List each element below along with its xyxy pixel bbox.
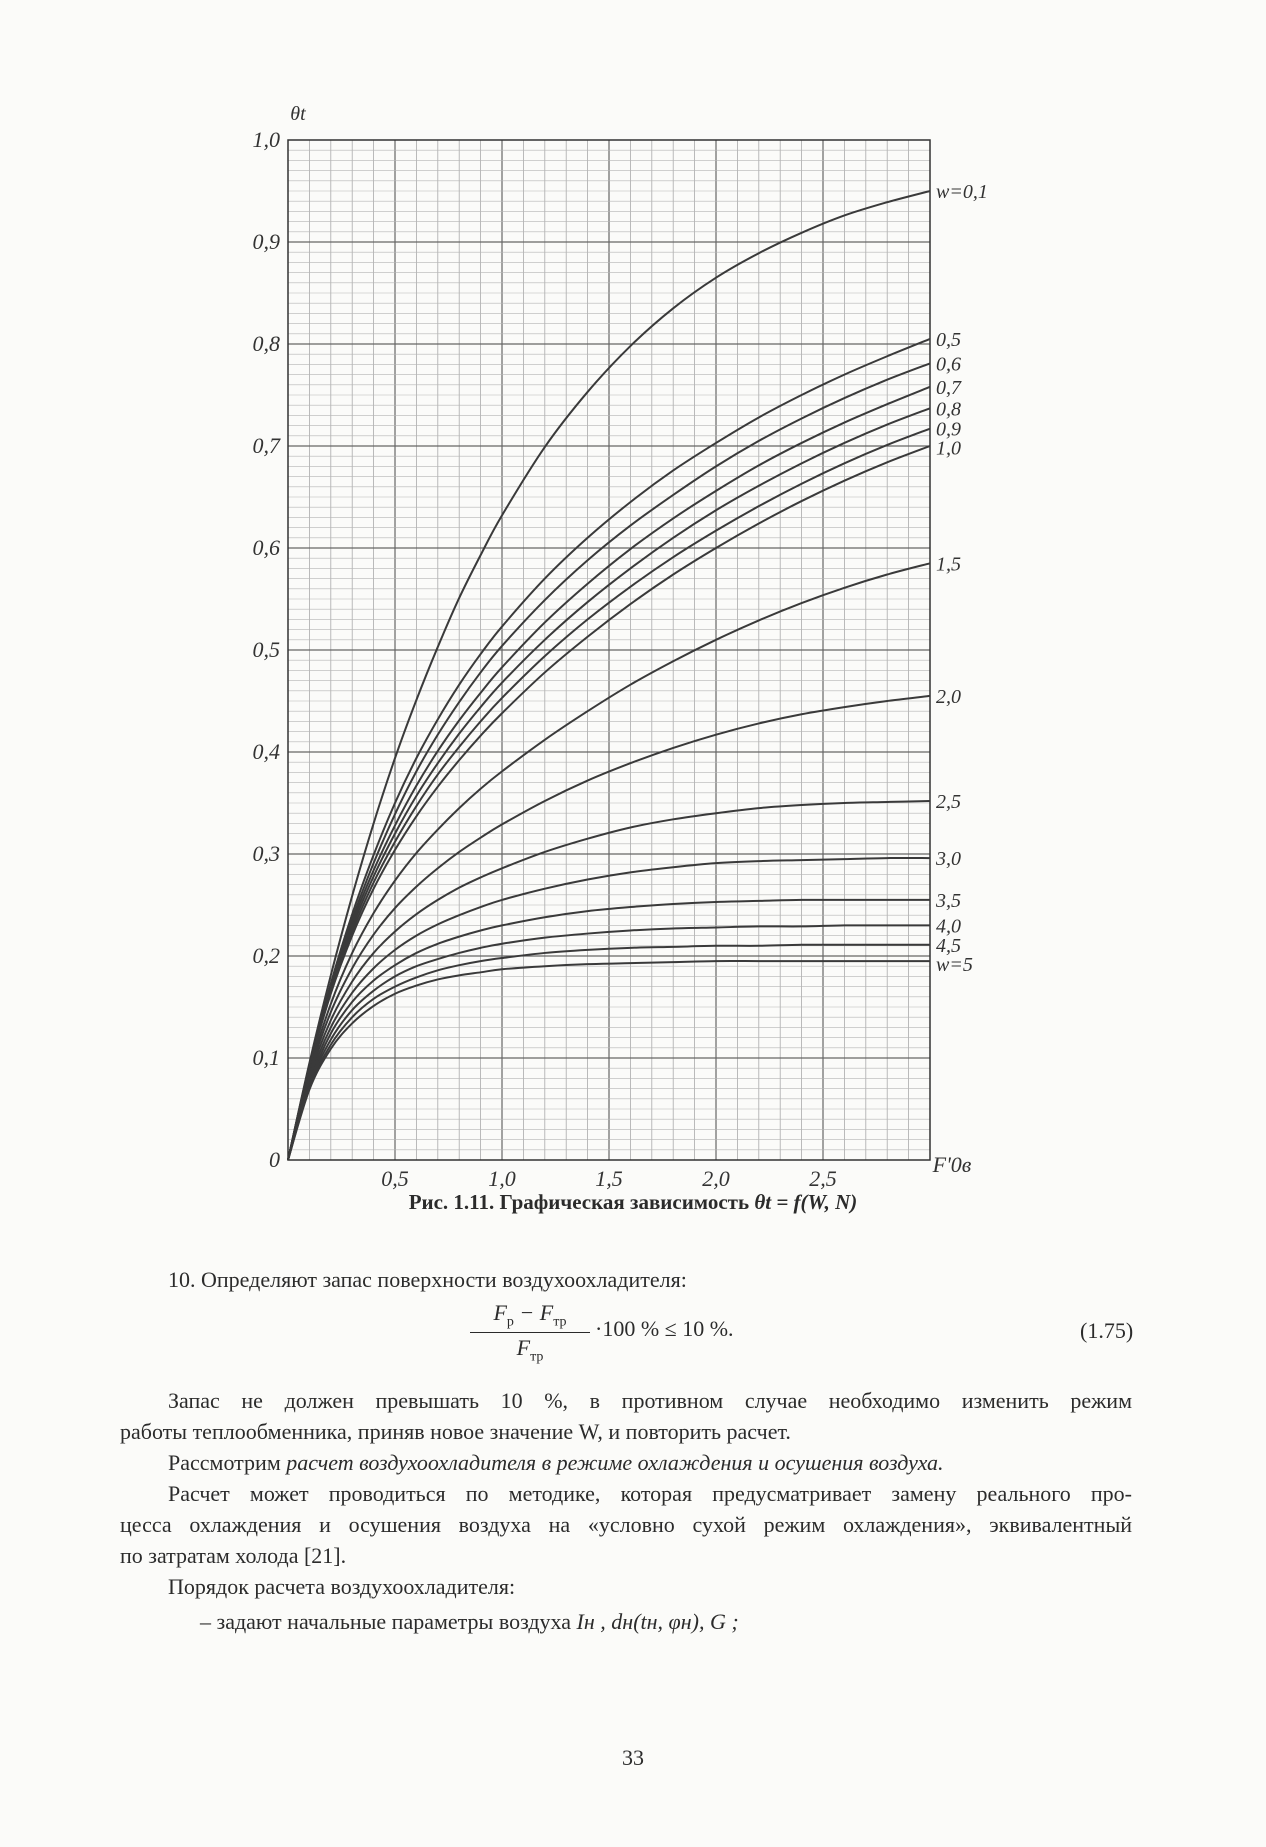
x-tick-label: 2,5 [809, 1166, 837, 1191]
bullet-text: – задают начальные параметры воздуха [200, 1609, 572, 1634]
paragraph-2-lead: Рассмотрим [168, 1450, 281, 1475]
bullet-variables: Iн , dн(tн, φн), G ; [576, 1609, 739, 1634]
paragraph-2 [168, 1447, 944, 1478]
y-tick-label: 0,6 [252, 535, 280, 560]
curve-label-w=2,5: 2,5 [936, 790, 961, 813]
curve-label-w=3,0: 3,0 [936, 848, 961, 871]
chart-labels [935, 181, 988, 976]
caption-formula: θt = f(W, N) [754, 1190, 858, 1214]
formula-175 [470, 1300, 770, 1370]
paragraph-1b: работы теплообменника, приняв новое значение W, и повторить расчет. [120, 1419, 791, 1444]
fraction-numerator: $F_р - F_{тр}$ [470, 1300, 590, 1333]
y-tick-label: 0,2 [252, 943, 280, 968]
paragraph-3b: цесса охлаждения и осушения воздуха на «условно сухой режим охлаждения», эквивалентный [120, 1512, 1132, 1537]
curve-label-w=1,5: 1,5 [936, 553, 961, 576]
curve-label-w=4,0: 4,0 [936, 915, 961, 938]
curve-label-w=0,7: 0,7 [936, 376, 961, 399]
caption-prefix: Рис. 1.11. Графическая зависимость [408, 1190, 750, 1214]
x-tick-labels [381, 1166, 837, 1191]
curve-label-w=1,0: 1,0 [936, 437, 961, 460]
paragraph-1a: Запас не должен превышать 10 %, в противном случае необходимо изменить режим [168, 1388, 1132, 1413]
y-tick-label: 0,3 [252, 841, 280, 866]
y-axis-label: θt [290, 103, 306, 125]
x-tick-label: 0,5 [381, 1166, 409, 1191]
curve-label-w=0,5: 0,5 [936, 328, 961, 351]
item-10: 10. Определяют запас поверхности воздухоохладителя: [168, 1267, 687, 1292]
y-tick-label: 0,1 [252, 1045, 280, 1070]
paragraph-3a: Расчет может проводиться по методике, которая предусматривает замену реального про- [168, 1481, 1132, 1506]
paragraph-4: Порядок расчета воздухоохладителя: [168, 1574, 516, 1599]
x-tick-label: 1,5 [595, 1166, 623, 1191]
curve-label-w=4,5: 4,5 [936, 934, 961, 957]
paragraph-2-italic: расчет воздухоохладителя в режиме охлаждения и осушения воздуха. [286, 1450, 944, 1475]
curve-label-w=3,5: 3,5 [936, 889, 961, 912]
y-tick-label: 0,8 [252, 331, 280, 356]
curve-label-w=5: w=5 [936, 953, 973, 976]
curve-label-w=0,9: 0,9 [936, 418, 961, 441]
y-tick-label: 0 [269, 1147, 280, 1172]
y-tick-label: 0,5 [252, 637, 280, 662]
y-tick-label: 0,9 [252, 229, 280, 254]
bullet-item [200, 1606, 739, 1637]
x-tick-label: 2,0 [702, 1166, 730, 1191]
formula-tail: ·100 % ≤ 10 %. [595, 1316, 734, 1341]
y-tick-label: 1,0 [252, 127, 280, 152]
fraction [470, 1300, 590, 1366]
chart-grid [288, 140, 930, 1160]
equation-number: (1.75) [1080, 1318, 1134, 1343]
curve-label-w=2,0: 2,0 [936, 685, 961, 708]
y-tick-label: 0,7 [252, 433, 280, 458]
figure-caption [0, 1190, 1266, 1215]
curve-label-w=0,8: 0,8 [936, 398, 961, 421]
x-tick-label: 1,0 [488, 1166, 516, 1191]
y-tick-label: 0,4 [252, 739, 280, 764]
fraction-denominator: $F_{тр}$ [516, 1335, 544, 1365]
x-axis-label: F'0в [932, 1152, 972, 1177]
curve-label-w=0,6: 0,6 [936, 353, 961, 376]
paragraph-3c: по затратам холода [21]. [120, 1543, 347, 1568]
page-number: 33 [622, 1745, 644, 1770]
y-tick-labels [253, 127, 282, 1172]
curve-label-w=0,1: w=0,1 [936, 181, 988, 203]
